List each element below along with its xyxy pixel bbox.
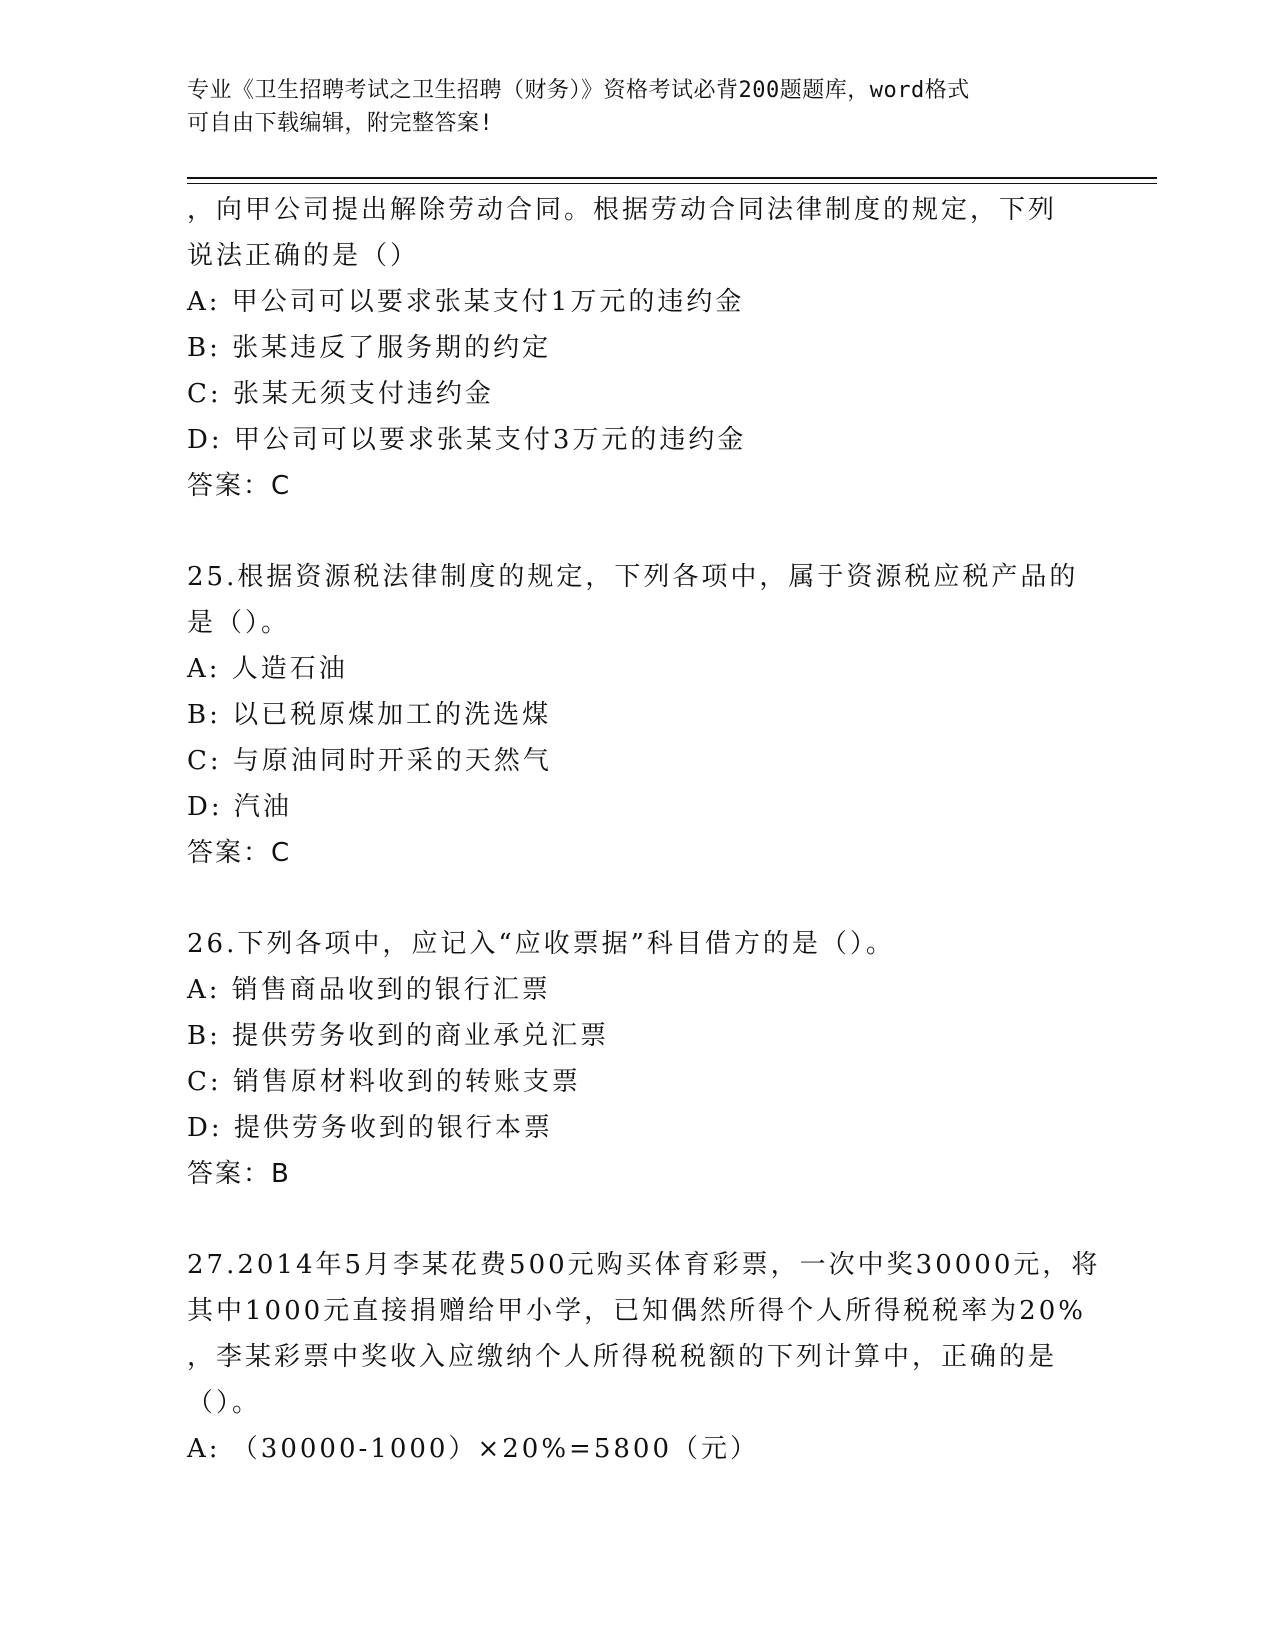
question-stem-line: 26.下列各项中，应记入“应收票据”科目借方的是（）。 bbox=[187, 929, 895, 959]
option-c: C: 张某无须支付违约金 bbox=[187, 379, 494, 409]
answer-line: 答案：C bbox=[187, 838, 292, 868]
question-stem-line: （）。 bbox=[187, 1388, 262, 1418]
header-rule-thick bbox=[187, 177, 1157, 179]
option-d: D: 汽油 bbox=[187, 792, 292, 822]
answer-line: 答案：B bbox=[187, 1159, 291, 1189]
question-stem-line: 其中1000元直接捐赠给甲小学，已知偶然所得个人所得税税率为20% bbox=[187, 1296, 1086, 1326]
question-block bbox=[187, 187, 1107, 509]
question-stem-line: 是（）。 bbox=[187, 608, 291, 638]
document-header bbox=[187, 74, 1067, 140]
question-block bbox=[187, 554, 1107, 876]
question-stem-line: ，向甲公司提出解除劳动合同。根据劳动合同法律制度的规定，下列 bbox=[187, 195, 1058, 225]
question-stem-line: 25.根据资源税法律制度的规定，下列各项中，属于资源税应税产品的 bbox=[187, 562, 1079, 592]
answer-line: 答案：C bbox=[187, 471, 292, 501]
question-block bbox=[187, 921, 1107, 1197]
option-c: C: 销售原材料收到的转账支票 bbox=[187, 1067, 581, 1097]
option-b: B: 以已税原煤加工的洗选煤 bbox=[187, 700, 552, 730]
option-b: B: 提供劳务收到的商业承兑汇票 bbox=[187, 1021, 610, 1051]
option-d: D: 甲公司可以要求张某支付3万元的违约金 bbox=[187, 425, 747, 455]
question-stem-line: ，李某彩票中奖收入应缴纳个人所得税税额的下列计算中，正确的是 bbox=[187, 1342, 1058, 1372]
header-line-2: 可自由下载编辑，附完整答案! bbox=[187, 111, 494, 136]
question-list bbox=[187, 187, 1107, 1472]
question-stem-line: 说法正确的是（） bbox=[187, 241, 420, 271]
header-rule-thin bbox=[187, 183, 1157, 184]
option-a: A: （30000-1000）×20%=5800（元） bbox=[187, 1434, 759, 1464]
question-block bbox=[187, 1242, 1107, 1472]
option-a: A: 销售商品收到的银行汇票 bbox=[187, 975, 551, 1005]
option-a: A: 人造石油 bbox=[187, 654, 348, 684]
option-d: D: 提供劳务收到的银行本票 bbox=[187, 1113, 553, 1143]
header-line-1: 专业《卫生招聘考试之卫生招聘（财务）》资格考试必背200题题库，word格式 bbox=[187, 78, 970, 103]
option-b: B: 张某违反了服务期的约定 bbox=[187, 333, 552, 363]
option-c: C: 与原油同时开采的天然气 bbox=[187, 746, 552, 776]
option-a: A: 甲公司可以要求张某支付1万元的违约金 bbox=[187, 287, 745, 317]
question-stem-line: 27.2014年5月李某花费500元购买体育彩票，一次中奖30000元，将 bbox=[187, 1250, 1101, 1280]
